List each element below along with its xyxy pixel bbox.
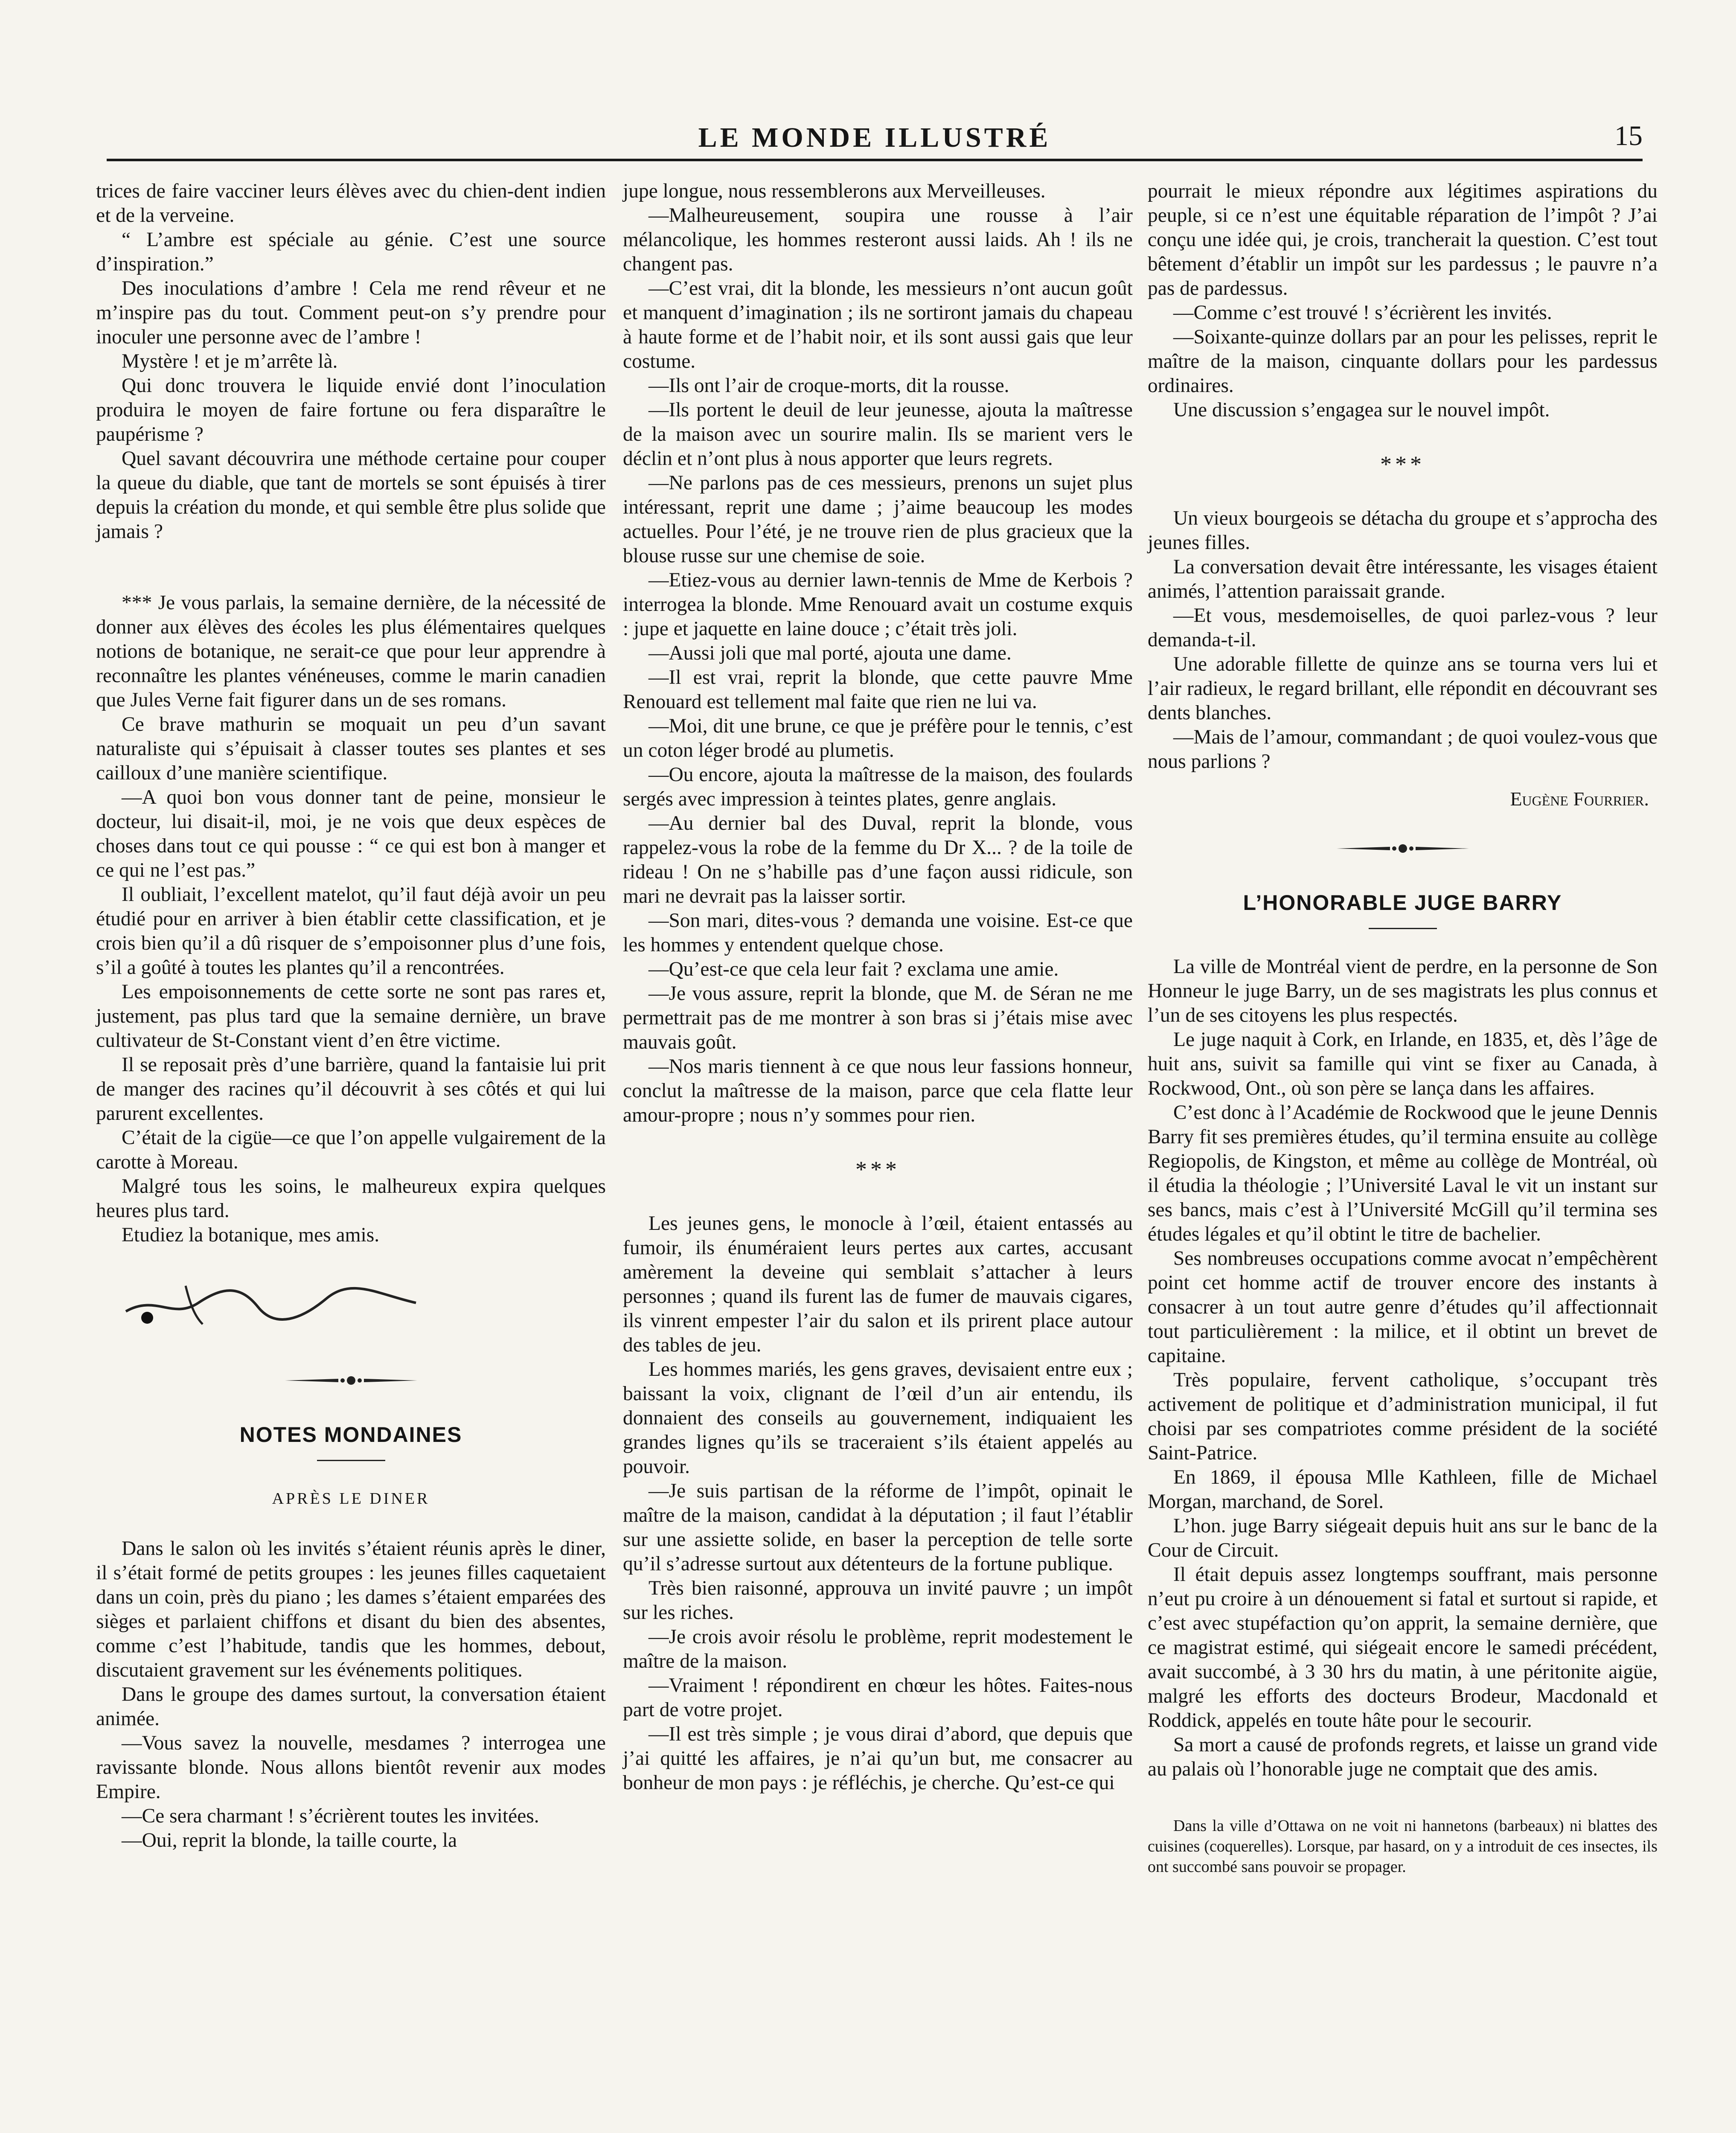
paragraph: —Moi, dit une brune, ce que je préfère pour le tennis, c’est un coton léger brodé au plumetis.: [623, 715, 1133, 761]
paragraph: Dans le groupe des dames surtout, la conversation étaient animée.: [96, 1683, 606, 1730]
asterism: ***: [855, 1157, 900, 1182]
paragraph: Mystère ! et je m’arrête là.: [122, 350, 338, 372]
paragraph: Sa mort a causé de profonds regrets, et laisse un grand vide au palais où l’honorable juge ne comptait que des amis.: [1148, 1734, 1657, 1780]
paragraph: —Oui, reprit la blonde, la taille courte, la: [122, 1829, 457, 1851]
column-1: [96, 179, 606, 2133]
author-signature: Eugène Fourrier.: [1510, 788, 1649, 810]
col3-block-a: [1148, 179, 1657, 422]
paragraph: C’est donc à l’Académie de Rockwood que le jeune Dennis Barry fit ses premières études, qu’il termina ensuite au collège Regiopolis, de Kingston, et même au collège de Montréal, où il étudia la théologie ; l’Université Laval le vit un instant sur ses bancs, mais c’est à l’Université McGill qu’il termina ses études légales et qu’il obtint le titre de bachelier.: [1148, 1101, 1657, 1245]
section-title-notes-mondaines: NOTES MONDAINES: [239, 1423, 462, 1447]
paragraph: Ses nombreuses occupations comme avocat n’empêchèrent point cet homme actif de trouver encore des instants à consacrer à un tout autre genre d’études qu’il affectionnait tout particulièrement : la milice, et il obtint un brevet de capitaine.: [1148, 1247, 1657, 1367]
paragraph: Une discussion s’engagea sur le nouvel impôt.: [1173, 399, 1550, 421]
column-3: [1148, 179, 1657, 2133]
paragraph: —Ce sera charmant ! s’écrièrent toutes les invitées.: [122, 1805, 539, 1827]
paragraph: Qui donc trouvera le liquide envié dont l’inoculation produira le moyen de faire fortune ou fera disparaître le paupérisme ?: [96, 375, 606, 445]
paragraph: La ville de Montréal vient de perdre, en la personne de Son Honneur le juge Barry, un de ses magistrats les plus connus et l’un de ses citoyens les plus respectés.: [1148, 956, 1657, 1026]
paragraph: Il était depuis assez longtemps souffrant, mais personne n’eut pu croire à un dénouement si fatal et surtout si rapide, et c’est avec stupéfaction qu’on apprit, la semaine dernière, que ce magistrat estimé, qui siégeait encore le samedi précédent, avait succombé, à 3 30 hrs du matin, à une péritonite aigüe, malgré les efforts des docteurs Brodeur, Macdonald et Roddick, appelés en toute hâte pour le secourir.: [1148, 1563, 1657, 1732]
col1-block-c: [96, 1537, 606, 1853]
paragraph: —Je crois avoir résolu le problème, reprit modestement le maître de la maison.: [623, 1626, 1133, 1672]
col1-block-b: [96, 591, 606, 1247]
paragraph: La conversation devait être intéressante, les visages étaient animés, l’attention paraissait grande.: [1148, 556, 1657, 602]
paragraph: —Nos maris tiennent à ce que nous leur fassions honneur, conclut la maîtresse de la maison, parce que cela flatte leur amour-propre ; nous n’y sommes pour rien.: [623, 1055, 1133, 1126]
col2-block-a: [623, 179, 1133, 1128]
paragraph: —Et vous, mesdemoiselles, de quoi parlez-vous ? leur demanda-t-il.: [1148, 604, 1657, 651]
page-header: [107, 122, 1643, 156]
header-rule: [107, 159, 1643, 161]
paragraph: —Son mari, dites-vous ? demanda une voisine. Est-ce que les hommes y entendent quelque chose.: [623, 910, 1133, 956]
paragraph: —Vraiment ! répondirent en chœur les hôtes. Faites-nous part de votre projet.: [623, 1674, 1133, 1721]
page-number: 15: [1614, 120, 1643, 151]
paragraph: —Je vous assure, reprit la blonde, que M. de Séran ne me permettrait pas de me montrer à son bras si j’étais mise avec mauvais goût.: [623, 982, 1133, 1053]
paragraph: —Mais de l’amour, commandant ; de quoi voulez-vous que nous parlions ?: [1148, 726, 1657, 773]
paragraph: Les jeunes gens, le monocle à l’œil, étaient entassés au fumoir, ils énuméraient leurs pertes aux cartes, accusant amèrement la deveine qui semblait s’attacher à leurs personnes ; quand ils furent las de fumer de mauvais cigares, ils vinrent empester l’air du salon et ils prirent place autour des tables de jeu.: [623, 1212, 1133, 1356]
col3-block-b: [1148, 506, 1657, 774]
paragraph: —Ou encore, ajouta la maîtresse de la maison, des foulards sergés avec impression à teintes plates, genre anglais.: [623, 764, 1133, 810]
col1-block-a: [96, 179, 606, 544]
paragraph: —C’est vrai, dit la blonde, les messieurs n’ont aucun goût et manquent d’imagination ; ils ne sortiront jamais du chapeau à haute forme et de l’habit noir, et ils sont aussi gais que leur costume.: [623, 277, 1133, 372]
section-rule: [1369, 928, 1437, 929]
paragraph: C’était de la cigüe—ce que l’on appelle vulgairement de la carotte à Moreau.: [96, 1127, 606, 1173]
paragraph: —Je suis partisan de la réforme de l’impôt, opinait le maître de la maison, candidat à la députation ; il faut l’établir sur une assiette solide, en baser la perception de telle sorte qu’il s’adresse surtout aux détenteurs de la fortune publique.: [623, 1480, 1133, 1575]
paragraph: L’hon. juge Barry siégeait depuis huit ans sur le banc de la Cour de Circuit.: [1148, 1515, 1657, 1561]
paragraph: —Malheureusement, soupira une rousse à l’air mélancolique, les hommes resteront aussi laids. Ah ! ils ne changent pas.: [623, 204, 1133, 275]
paragraph: Les hommes mariés, les gens graves, devisaient entre eux ; baissant la voix, clignant de l’œil d’un air entendu, ils donnaient des conseils au gouvernement, indiquaient les grandes lignes qu’ils se traceraient s’ils étaient appelés au pouvoir.: [623, 1358, 1133, 1478]
paragraph: Il oubliait, l’excellent matelot, qu’il faut déjà avoir un peu étudié pour en arriver à bien établir cette classification, et je crois bien qu’il a dû risquer de s’empoisonner plus d’une fois, s’il a goûté à toutes les plantes qu’il a rencontrées.: [96, 883, 606, 979]
section-title-juge-barry: L’HONORABLE JUGE BARRY: [1243, 891, 1562, 915]
paragraph: jupe longue, nous ressemblerons aux Merveilleuses.: [623, 180, 1046, 202]
paragraph: Des inoculations d’ambre ! Cela me rend rêveur et ne m’inspire pas du tout. Comment peut-on s’y prendre pour inoculer une personne avec de l’ambre !: [96, 277, 606, 348]
paragraph: Un vieux bourgeois se détacha du groupe et s’approcha des jeunes filles.: [1148, 507, 1657, 554]
paragraph: Etudiez la botanique, mes amis.: [122, 1224, 380, 1246]
paragraph: —Vous savez la nouvelle, mesdames ? interrogea une ravissante blonde. Nous allons bientôt revenir aux modes Empire.: [96, 1732, 606, 1803]
paragraph: *** Je vous parlais, la semaine dernière, de la nécessité de donner aux élèves des écoles les plus élémentaires quelques notions de botanique, ne serait-ce que pour leur apprendre à reconnaître les plantes vénéneuses, comme le marin canadien que Jules Verne fait figurer dans un de ses romans.: [96, 592, 606, 711]
paragraph: Le juge naquit à Cork, en Irlande, en 1835, et, dès l’âge de huit ans, suivit sa famille qui vint se fixer au Canada, à Rockwood, Ont., où son père se lança dans les affaires.: [1148, 1029, 1657, 1099]
paragraph: pourrait le mieux répondre aux légitimes aspirations du peuple, si ce n’est une équitable réparation de l’impôt ? J’ai conçu une idée qui, je crois, trancherait la question. C’est tout bêtement d’établir un impôt sur les pardessus ; le pauvre n’a pas de pardessus.: [1148, 180, 1657, 299]
paragraph: —A quoi bon vous donner tant de peine, monsieur le docteur, lui disait-il, moi, je ne vois que deux espèces de choses dans tout ce qui pousse : “ ce qui est bon à manger et ce qui ne l’est pas.”: [96, 786, 606, 881]
paragraph: Quel savant découvrira une méthode certaine pour couper la queue du diable, que tant de mortels se sont épuisés à tirer depuis la création du monde, et qui semble être plus solide que jamais ?: [96, 448, 606, 543]
paragraph: Dans le salon où les invités s’étaient réunis après le diner, il s’était formé de petits groupes : les jeunes filles caquetaient dans un coin, près du piano ; les dames s’étaient emparées des sièges et parlaient chiffons et disant du bien des absentes, comme c’est l’habitude, tandis que les hommes, debout, discutaient gravement sur les événements politiques.: [96, 1537, 606, 1681]
subhead-apres-le-diner: APRÈS LE DINER: [272, 1490, 430, 1508]
paragraph: —Qu’est-ce que cela leur fait ? exclama une amie.: [648, 958, 1059, 980]
paragraph: —Aussi joli que mal porté, ajouta une dame.: [648, 642, 1012, 664]
paragraph: Très populaire, fervent catholique, s’occupant très activement de politique et d’administration municipal, il fut choisi par ses compatriotes comme président de la société Saint-Patrice.: [1148, 1369, 1657, 1464]
ornament-divider: [96, 1369, 606, 1393]
paragraph: —Ne parlons pas de ces messieurs, prenons un sujet plus intéressant, reprit une dame ; j’aime beaucoup les modes actuelles. Pour l’été, je ne trouve rien de plus gracieux que la blouse russe sur une chemise de soie.: [623, 472, 1133, 567]
paragraph: —Etiez-vous au dernier lawn-tennis de Mme de Kerbois ? interrogea la blonde. Mme Renouard avait un costume exquis : jupe et jaquette en laine douce ; c’était très joli.: [623, 569, 1133, 640]
paragraph: Il se reposait près d’une barrière, quand la fantaisie lui prit de manger des racines qu’il découvrit à ses côtés et qui lui parurent excellentes.: [96, 1054, 606, 1125]
spacer: [96, 544, 606, 591]
col3-block-c: [1148, 955, 1657, 1781]
paragraph: —Au dernier bal des Duval, reprit la blonde, vous rappelez-vous la robe de la femme du Dr X... ? de la toile de rideau ! On ne s’habille pas d’une façon aussi ridicule, son mari ne devrait pas la laisser sortir.: [623, 812, 1133, 907]
col2-block-b: [623, 1212, 1133, 1795]
paragraph: Ce brave mathurin se moquait un peu d’un savant naturaliste qui s’épuisait à classer toutes ses plantes et ses cailloux d’une manière scientifique.: [96, 713, 606, 784]
paragraph: “ L’ambre est spéciale au génie. C’est une source d’inspiration.”: [96, 229, 606, 275]
paragraph: —Comme c’est trouvé ! s’écrièrent les invités.: [1173, 302, 1552, 324]
paragraph: En 1869, il épousa Mlle Kathleen, fille de Michael Morgan, marchand, de Sorel.: [1148, 1466, 1657, 1513]
paragraph: —Soixante-quinze dollars par an pour les pelisses, reprit le maître de la maison, cinquante dollars pour les pardessus ordinaires.: [1148, 326, 1657, 397]
running-title: LE MONDE ILLUSTRÉ: [698, 122, 1051, 153]
paragraph: Les empoisonnements de cette sorte ne sont pas rares et, justement, pas plus tard que la semaine dernière, un brave cultivateur de St-Constant vient d’en être victime.: [96, 981, 606, 1052]
paragraph: —Ils ont l’air de croque-morts, dit la rousse.: [648, 375, 1009, 397]
paragraph: trices de faire vacciner leurs élèves avec du chien-dent indien et de la verveine.: [96, 180, 606, 227]
footnote: [1148, 1816, 1657, 1877]
ornament-divider: [1148, 837, 1657, 861]
paragraph: —Il est très simple ; je vous dirai d’abord, que depuis que j’ai quitté les affaires, je n’ai qu’un but, me consacrer au bonheur de mon pays : je réfléchis, je cherche. Qu’est-ce qui: [623, 1723, 1133, 1794]
paragraph: —Ils portent le deuil de leur jeunesse, ajouta la maîtresse de la maison avec un sourire malin. Ils se marient vers le déclin et n’ont plus à nous apporter que leurs regrets.: [623, 399, 1133, 470]
section-rule: [317, 1460, 385, 1461]
paragraph: Malgré tous les soins, le malheureux expira quelques heures plus tard.: [96, 1175, 606, 1222]
paragraph: —Il est vrai, reprit la blonde, que cette pauvre Mme Renouard est tellement mal faite que rien ne lui va.: [623, 666, 1133, 713]
paragraph: Une adorable fillette de quinze ans se tourna vers lui et l’air radieux, le regard brillant, elle répondit en découvrant ses dents blanches.: [1148, 653, 1657, 724]
paragraph: Très bien raisonné, approuva un invité pauvre ; un impôt sur les riches.: [623, 1577, 1133, 1624]
signature-scrawl: [122, 1269, 606, 1343]
column-2: [623, 179, 1133, 2133]
asterism: ***: [1380, 451, 1425, 477]
footnote-text: Dans la ville d’Ottawa on ne voit ni hannetons (barbeaux) ni blattes des cuisines (coquerelles). Lorsque, par hasard, on y a introduit de ces insectes, ils ont succombé sans pouvoir se propager.: [1148, 1817, 1657, 1876]
